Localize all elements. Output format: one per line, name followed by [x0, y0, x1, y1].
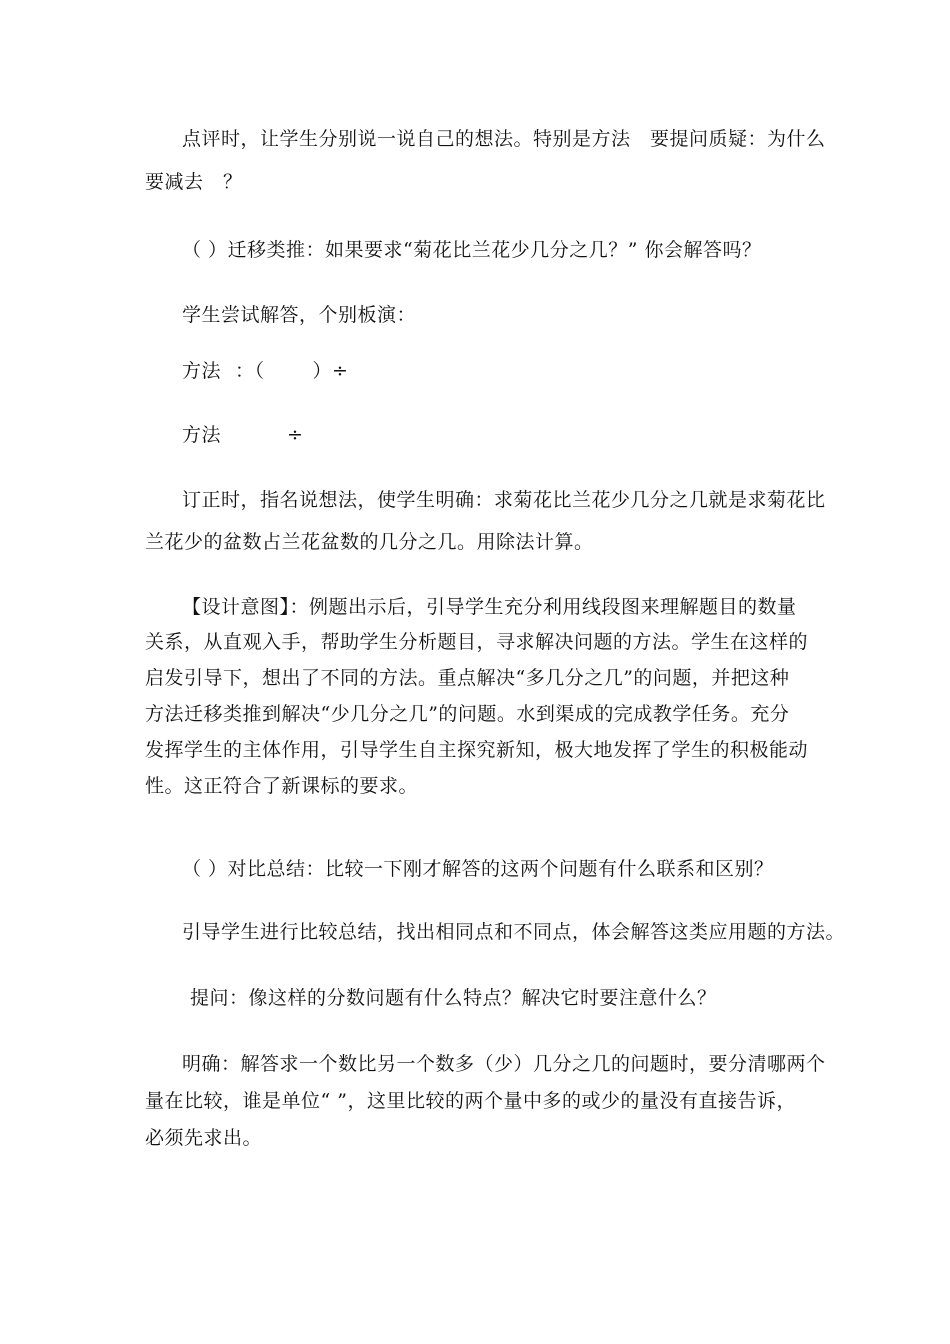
design-intent-line3: 启发引导下，想出了不同的方法。重点解决“多几分之几”的问题，并把这种 — [145, 667, 790, 689]
paragraph-clarify-line3: 必须先求出。 — [145, 1127, 263, 1149]
method-one-open: ：（ — [235, 360, 265, 382]
paragraph-compare-summary: （ ）对比总结：比较一下刚才解答的这两个问题有什么联系和区别？ — [182, 858, 774, 880]
paragraph-transfer: （ ）迁移类推：如果要求“菊花比兰花少几分之几？” 你会解答吗？ — [182, 239, 762, 261]
design-intent-line6: 性。这正符合了新课标的要求。 — [145, 775, 419, 797]
method-two-line — [182, 421, 303, 449]
design-intent-line1: 【设计意图】：例题出示后，引导学生充分利用线段图来理解题目的数量 — [182, 596, 797, 618]
paragraph-question: 提问：像这样的分数问题有什么特点？解决它时要注意什么？ — [190, 987, 717, 1009]
method-two-label: 方法 — [182, 424, 222, 446]
method-one-close: ）÷ — [312, 360, 349, 382]
design-intent-line2: 关系，从直观入手，帮助学生分析题目，寻求解决问题的方法。学生在这样的 — [145, 631, 809, 653]
method-one-line — [182, 357, 348, 385]
paragraph-review-line2: 要减去 ？ — [145, 171, 243, 193]
paragraph-correction-line2: 兰花少的盆数占兰花盆数的几分之几。用除法计算。 — [145, 531, 594, 553]
paragraph-guide-students: 引导学生进行比较总结，找出相同点和不同点，体会解答这类应用题的方法。 — [182, 921, 846, 943]
paragraph-review-line1: 点评时，让学生分别说一说自己的想法。特别是方法 要提问质疑：为什么 — [182, 128, 826, 150]
paragraph-clarify-line1: 明确：解答求一个数比另一个数多（少）几分之几的问题时，要分清哪两个 — [182, 1053, 826, 1075]
method-two-op: ÷ — [287, 424, 304, 446]
design-intent-line5: 发挥学生的主体作用，引导学生自主探究新知，极大地发挥了学生的积极能动 — [145, 739, 809, 761]
design-intent-line4: 方法迁移类推到解决“少几分之几”的问题。水到渠成的完成教学任务。充分 — [145, 703, 790, 725]
paragraph-student-attempt: 学生尝试解答，个别板演： — [182, 304, 417, 326]
paragraph-correction-line1: 订正时，指名说想法，使学生明确：求菊花比兰花少几分之几就是求菊花比 — [182, 489, 826, 511]
method-one-label: 方法 — [182, 360, 222, 382]
paragraph-clarify-line2: 量在比较，谁是单位“ ”，这里比较的两个量中多的或少的量没有直接告诉， — [145, 1090, 796, 1112]
